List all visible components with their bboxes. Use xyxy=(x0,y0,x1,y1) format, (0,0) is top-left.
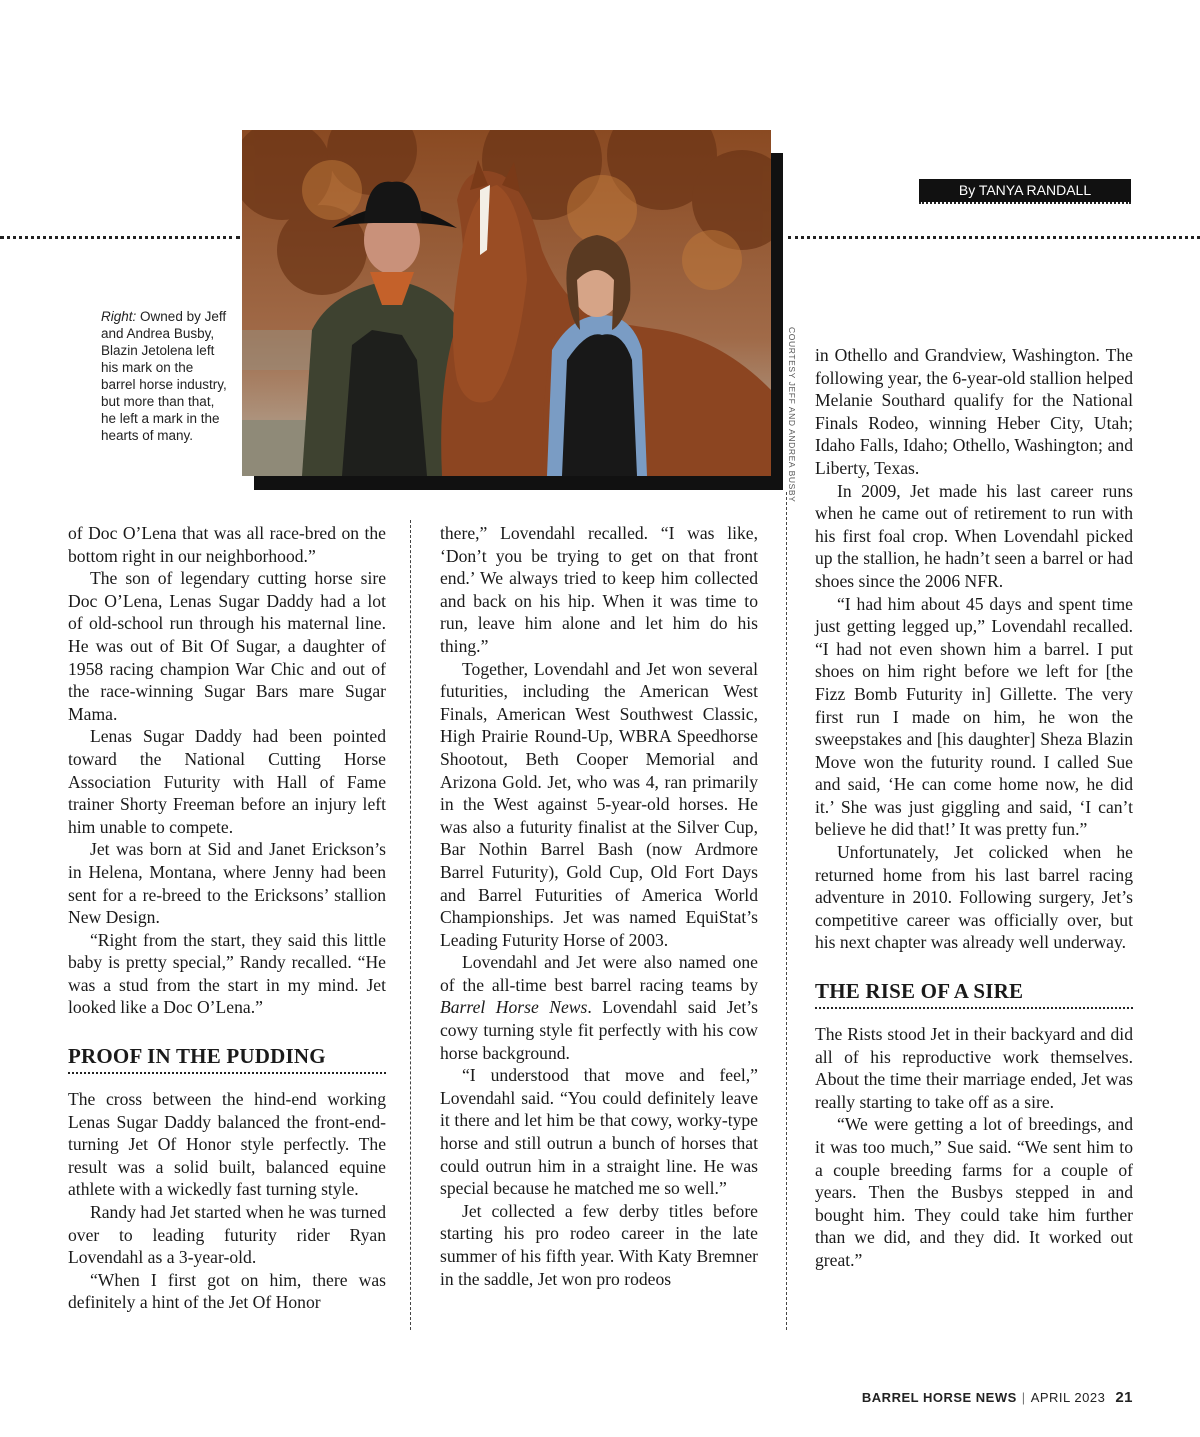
caption-text: Owned by Jeff and Andrea Busby, Blazin Jetolena left his mark on the barrel horse industry, but more than that, he left a mark in the hearts of many. xyxy=(101,309,227,443)
page-number: 21 xyxy=(1115,1389,1133,1406)
article-column-2 xyxy=(440,522,758,1290)
paragraph: of Doc O’Lena that was all race-bred on the bottom right in our neighborhood.” xyxy=(68,523,386,566)
paragraph: “When I first got on him, there was definitely a hint of the Jet Of Honor xyxy=(68,1269,386,1313)
magazine-name: BARREL HORSE NEWS xyxy=(861,1390,1017,1405)
article-column-1 xyxy=(68,522,386,1314)
byline: By TANYA RANDALL xyxy=(919,179,1131,202)
paragraph: Randy had Jet started when he was turned over to leading futurity rider Ryan Lovendahl as a 3-year-old. xyxy=(68,1202,386,1268)
paragraph: Jet was born at Sid and Janet Erickson’s in Helena, Montana, where Jenny had been sent for a re-breed to the Ericksons’ stallion New Design. xyxy=(68,839,386,928)
paragraph: Jet collected a few derby titles before starting his pro rodeo career in the late summer of his fifth year. With Katy Bremner in the saddle, Jet won pro rodeos xyxy=(440,1200,758,1289)
paragraph: Lovendahl and Jet were also named one of the all-time best barrel racing teams by Barrel Horse News. Lovendahl said Jet’s cowy turning style fit perfectly with his cow horse background. xyxy=(440,952,758,1063)
paragraph: The cross between the hind-end working Lenas Sugar Daddy balanced the front-end-turning Jet Of Honor style perfectly. The result was a solid built, balanced equine athlete with a wickedly fast turning style. xyxy=(68,1089,386,1200)
paragraph: Unfortunately, Jet colicked when he returned home from his last barrel racing adventure in 2010. Following surgery, Jet’s competitive career was officially over, but his next chapter was already well underway. xyxy=(815,842,1133,953)
paragraph: The son of legendary cutting horse sire Doc O’Lena, Lenas Sugar Daddy had a lot of old-school run through his maternal line. He was out of Bit Of Sugar, a daughter of 1958 racing champion War Chic and out of the race-winning Sugar Bars mare Sugar Mama. xyxy=(68,568,386,724)
paragraph: “Right from the start, they said this little baby is pretty special,” Randy recalled. “He was a stud from the start in my mind. Jet looked like a Doc O’Lena.” xyxy=(68,929,386,1018)
photo-credit: COURTESY JEFF AND ANDREA BUSBY xyxy=(787,327,797,503)
paragraph: The Rists stood Jet in their backyard and did all of his reproductive work themselves. About the time their marriage ended, Jet was really starting to take off as a sire. xyxy=(815,1024,1133,1112)
paragraph: “I understood that move and feel,” Lovendahl said. “You could definitely leave it there and let him be that cowy, worky-type horse and still outrun a bunch of horses that could outrun him in a straight line. He was special because he matched me so well.” xyxy=(440,1065,758,1199)
paragraph: In 2009, Jet made his last career runs when he came out of retirement to run with his first foal crop. When Lovendahl picked up the stallion, he hadn’t seen a barrel or had shoes since the 2006 NFR. xyxy=(815,480,1133,591)
paragraph: “We were getting a lot of breedings, and it was too much,” Sue said. “We sent him to a couple breeding farms for a couple of years. Then the Busbys stepped in and bought him. They could take him further than we did, and they did. It worked out great.” xyxy=(815,1114,1133,1270)
feature-photo xyxy=(242,130,771,476)
photo-caption xyxy=(101,308,229,444)
footer-separator: | xyxy=(1021,1390,1026,1405)
paragraph: “I had him about 45 days and spent time just getting legged up,” Lovendahl recalled. “I had not even shown him a barrel. I put shoes on him right before we left for [the Fizz Bomb Futurity in] Gillette. The very first run I made on him, he won the sweepstakes and [his daughter] Sheza Blazin Move won the futurity round. I called Sue and said, ‘He can come home now, he did it.’ She was just giggling and said, ‘I can’t believe he did that!’ It was pretty fun.” xyxy=(815,593,1133,840)
paragraph: there,” Lovendahl recalled. “I was like, ‘Don’t you be trying to get on that front end.’ We always tried to keep him collected and back on his hip. When it was time to run, leave him alone and let him do his thing.” xyxy=(440,523,758,656)
decorative-dotted-rule-left xyxy=(0,236,240,239)
paragraph: in Othello and Grandview, Washington. The following year, the 6-year-old stallion helped Melanie Southard qualify for the National Finals Rodeo, winning Heber City, Utah; Idaho Falls, Idaho; Othello, Washington; and Liberty, Texas. xyxy=(815,345,1133,478)
issue-date: APRIL 2023 xyxy=(1030,1390,1106,1405)
paragraph: Together, Lovendahl and Jet won several futurities, including the American West Finals, American West Southwest Classic, High Prairie Round-Up, WBRA Speedhorse Shootout, Beth Cooper Memorial and Arizona Gold. Jet, who was 4, ran primarily in the West against 5-year-old horses. He was also a futurity finalist at the Silver Cup, Bar Nothin Barrel Bash (now Ardmore Barrel Futurity), Gold Cup, Old Fort Days and Barrel Futurities of America World Championships. Jet was named EquiStat’s Leading Futurity Horse of 2003. xyxy=(440,658,758,950)
column-divider xyxy=(410,520,411,1330)
publication-name: Barrel Horse News xyxy=(440,997,588,1018)
article-column-3 xyxy=(815,344,1133,1272)
paragraph: Lenas Sugar Daddy had been pointed toward the National Cutting Horse Association Futurity with Hall of Fame trainer Shorty Freeman before an injury left him unable to compete. xyxy=(68,726,386,837)
photo-illustration xyxy=(242,130,771,476)
column-divider xyxy=(786,492,787,1330)
byline-underline xyxy=(919,202,1131,204)
section-heading: PROOF IN THE PUDDING xyxy=(68,1043,386,1074)
section-heading: THE RISE OF A SIRE xyxy=(815,978,1133,1009)
decorative-dotted-rule-right xyxy=(788,236,1200,239)
page-footer xyxy=(862,1389,1133,1406)
caption-lead: Right: xyxy=(101,309,137,324)
